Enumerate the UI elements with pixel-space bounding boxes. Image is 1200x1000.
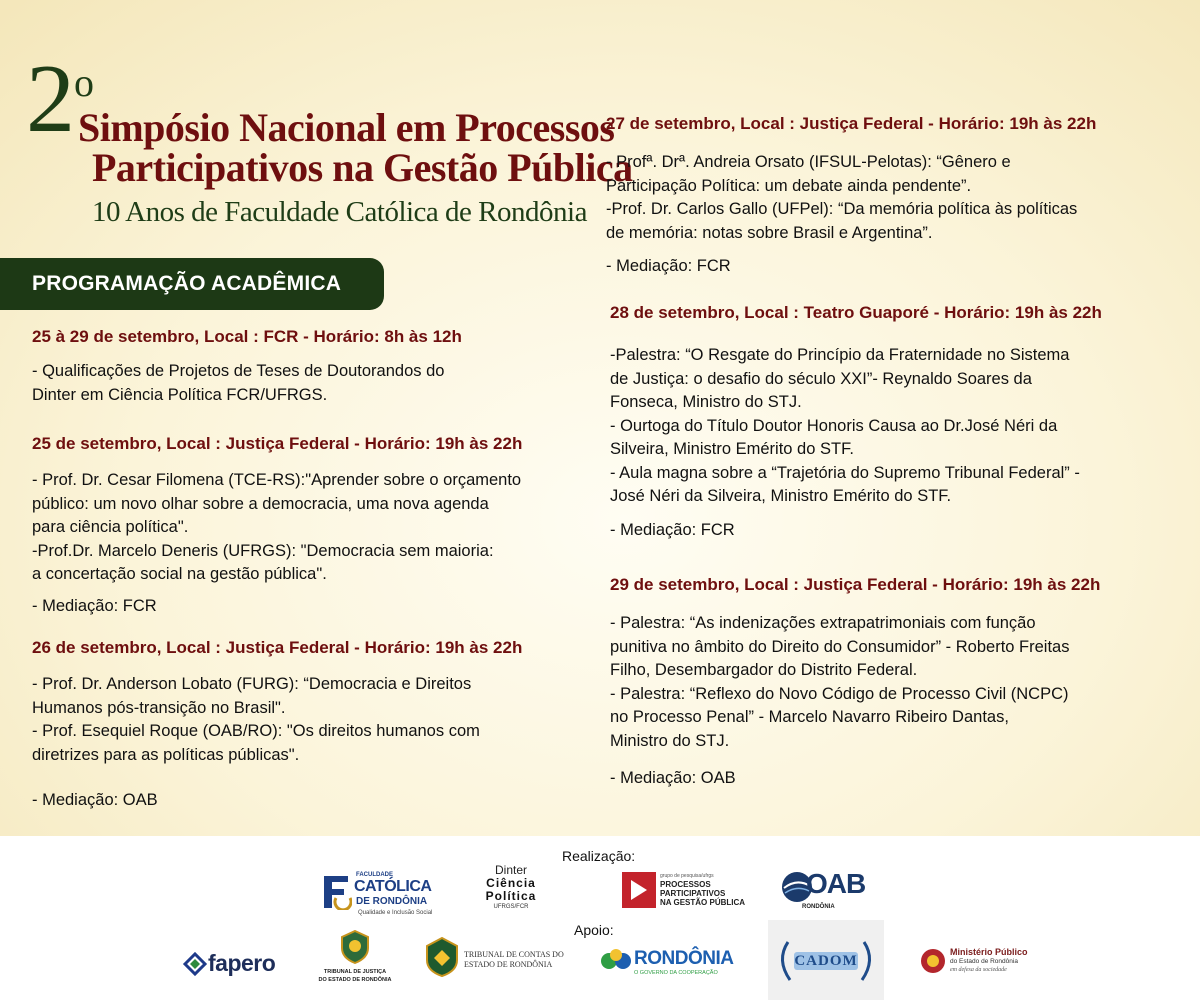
tce-text: ESTADO DE RONDÔNIA xyxy=(464,960,553,969)
dinter-text: Dinter xyxy=(494,863,527,877)
block-4-line: de memória: notas sobre Brasil e Argentina”. xyxy=(606,223,933,242)
block-1-line: - Qualificações de Projetos de Teses de Doutorandos do xyxy=(32,362,445,380)
tribunal-contas-logo xyxy=(424,936,568,986)
ministerio-publico-logo xyxy=(920,946,1030,986)
block-5-line: José Néri da Silveira, Ministro Emérito do STF. xyxy=(610,487,952,505)
title-number: 2 xyxy=(26,45,75,153)
tribunal-justica-logo xyxy=(318,930,392,990)
block-5-line: de Justiça: o desafio do século XXI”- Reynaldo Soares da xyxy=(610,369,1032,388)
block-5-line: - Ourtoga do Título Doutor Honoris Causa ao Dr.José Néri da xyxy=(610,416,1058,435)
dinter-text: Ciência xyxy=(486,876,536,890)
mp-text: Ministério Público xyxy=(950,947,1028,957)
oab-text: RONDÔNIA xyxy=(802,904,835,910)
section-banner: PROGRAMAÇÃO ACADÊMICA xyxy=(0,258,384,310)
mp-text: em defesa da sociedade xyxy=(950,967,1007,973)
grupo-text: PARTICIPATIVOS xyxy=(660,889,726,898)
apoio-label: Apoio: xyxy=(574,922,614,938)
dinter-text: UFRGS/FCR xyxy=(493,904,529,910)
title-line-2: Participativos na Gestão Pública xyxy=(92,145,633,190)
block-4-heading: 27 de setembro, Local : Justiça Federal - Horário: 19h às 22h xyxy=(606,114,1097,133)
schedule-block-1 xyxy=(32,326,462,407)
realizacao-label: Realização: xyxy=(562,848,636,864)
block-4-line: - Profª. Drª. Andreia Orsato (IFSUL-Pelotas): “Gênero e xyxy=(606,153,1011,171)
block-1-heading: 25 à 29 de setembro, Local : FCR - Horário: 8h às 12h xyxy=(32,327,462,346)
cadom-text: CADOM xyxy=(794,953,858,969)
fapero-text: fapero xyxy=(208,950,276,976)
block-6-line: - Palestra: “As indenizações extrapatrimoniais com função xyxy=(610,614,1036,632)
block-5-mediation: - Mediação: FCR xyxy=(610,520,735,539)
processos-participativos-logo xyxy=(622,872,752,910)
fcr-text: Qualidade e Inclusão Social xyxy=(358,910,433,916)
block-6-line: punitiva no âmbito do Direito do Consumidor” - Roberto Freitas xyxy=(610,637,1070,656)
governo-text: RONDÔNIA xyxy=(634,948,734,969)
block-2-line: a concertação social na gestão pública". xyxy=(32,565,327,583)
tj-text: TRIBUNAL DE JUSTIÇA xyxy=(323,969,387,975)
fapero-logo xyxy=(182,948,278,980)
block-5-line: Silveira, Ministro Emérito do STF. xyxy=(610,440,854,458)
oab-text: OAB xyxy=(806,868,866,899)
block-3-line: - Prof. Esequiel Roque (OAB/RO): "Os direitos humanos com xyxy=(32,722,480,740)
block-6-line: - Palestra: “Reflexo do Novo Código de Processo Civil (NCPC) xyxy=(610,684,1069,703)
dinter-logo xyxy=(474,864,548,918)
block-5-heading: 28 de setembro, Local : Teatro Guaporé - Horário: 19h às 22h xyxy=(610,303,1102,322)
dinter-text: Política xyxy=(485,889,537,903)
schedule-block-4 xyxy=(606,113,1096,279)
fcr-text: FACULDADE xyxy=(356,872,393,878)
schedule-block-6 xyxy=(610,574,1100,791)
block-3-line: Humanos pós-transição no Brasil". xyxy=(32,698,286,717)
governo-mark-icon xyxy=(600,946,632,976)
block-5-line: Fonseca, Ministro do STJ. xyxy=(610,393,802,411)
block-6-heading: 29 de setembro, Local : Justiça Federal - Horário: 19h às 22h xyxy=(610,575,1101,594)
grupo-text: PROCESSOS xyxy=(660,880,711,889)
fcr-text: DE RONDÔNIA xyxy=(356,896,428,907)
cadom-logo xyxy=(768,920,884,1000)
tj-crest-icon xyxy=(340,930,370,964)
fapero-mark-icon xyxy=(182,951,208,977)
block-6-line: Ministro do STJ. xyxy=(610,731,730,750)
tce-text: TRIBUNAL DE CONTAS DO xyxy=(464,950,564,959)
oab-logo xyxy=(780,868,866,914)
title-line-1: Simpósio Nacional em Processos xyxy=(78,105,615,150)
fcr-text: CATÓLICA xyxy=(354,878,432,895)
block-4-line: -Prof. Dr. Carlos Gallo (UFPel): “Da memória política às políticas xyxy=(606,200,1078,218)
governo-rondonia-logo xyxy=(600,946,734,986)
grupo-text: NA GESTÃO PÚBLICA xyxy=(660,898,746,907)
block-3-line: diretrizes para as políticas públicas". xyxy=(32,745,300,764)
block-6-line: Filho, Desembargador do Distrito Federal. xyxy=(610,661,918,679)
block-4-mediation: - Mediação: FCR xyxy=(606,257,731,275)
grupo-text: grupo de pesquisa/ufrgs xyxy=(660,873,714,879)
schedule-block-2 xyxy=(32,433,522,618)
block-3-mediation: - Mediação: OAB xyxy=(32,791,158,809)
schedule-block-5 xyxy=(610,302,1102,542)
schedule-block-3 xyxy=(32,637,522,813)
block-2-line: público: um novo olhar sobre a democracia, uma nova agenda xyxy=(32,494,489,513)
subtitle: 10 Anos de Faculdade Católica de Rondônia xyxy=(92,196,587,228)
tj-text: DO ESTADO DE RONDÔNIA xyxy=(318,977,392,983)
block-2-mediation: - Mediação: FCR xyxy=(32,596,157,615)
grupo-mark-icon xyxy=(622,872,656,908)
block-6-mediation: - Mediação: OAB xyxy=(610,769,736,787)
block-4-line: Participação Política: um debate ainda pendente”. xyxy=(606,176,972,195)
block-3-heading: 26 de setembro, Local : Justiça Federal - Horário: 19h às 22h xyxy=(32,638,523,657)
mp-text: do Estado de Rondônia xyxy=(950,958,1018,965)
block-2-heading: 25 de setembro, Local : Justiça Federal - Horário: 19h às 22h xyxy=(32,434,523,453)
governo-text: O GOVERNO DA COOPERAÇÃO xyxy=(634,970,718,976)
mp-seal-icon xyxy=(920,948,946,974)
block-1-line: Dinter em Ciência Política FCR/UFRGS. xyxy=(32,385,328,404)
block-5-line: - Aula magna sobre a “Trajetória do Supremo Tribunal Federal” - xyxy=(610,463,1080,482)
tce-crest-icon xyxy=(424,936,460,978)
block-3-line: - Prof. Dr. Anderson Lobato (FURG): “Democracia e Direitos xyxy=(32,675,472,693)
title-ordinal: o xyxy=(74,60,94,105)
fcr-logo xyxy=(322,870,446,920)
fcr-emblem-icon xyxy=(322,874,352,910)
block-2-line: para ciência política". xyxy=(32,518,189,536)
footer-logos xyxy=(0,836,1200,1000)
block-2-line: - Prof. Dr. Cesar Filomena (TCE-RS):"Aprender sobre o orçamento xyxy=(32,471,522,489)
block-2-line: -Prof.Dr. Marcelo Deneris (UFRGS): "Democracia sem maioria: xyxy=(32,541,494,560)
block-6-line: no Processo Penal” - Marcelo Navarro Ribeiro Dantas, xyxy=(610,708,1009,726)
block-5-line: -Palestra: “O Resgate do Princípio da Fraternidade no Sistema xyxy=(610,346,1070,364)
